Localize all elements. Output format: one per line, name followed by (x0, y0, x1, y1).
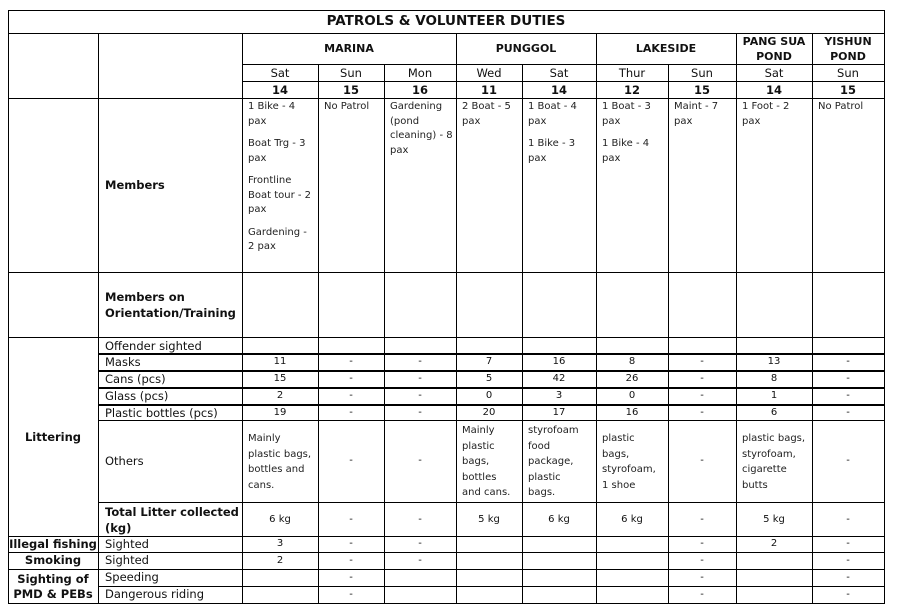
grid-line (98, 371, 885, 372)
day-label: Sun (340, 66, 362, 80)
litter-value: 2 (276, 390, 284, 401)
litter-value: 3 (555, 390, 563, 401)
members-cell (742, 100, 809, 270)
total-value: 6 kg (269, 513, 291, 525)
members-cell (818, 100, 881, 270)
members-entry: 1 Boat - 4 pax (528, 101, 577, 127)
members-label: Members (105, 178, 165, 192)
litter-value: - (418, 407, 422, 418)
grid-line (98, 502, 885, 503)
grid-line (668, 64, 669, 604)
day-label: Wed (476, 66, 502, 80)
members-entry: No Patrol (324, 101, 370, 112)
others-value: - (846, 455, 850, 466)
grid-line (318, 64, 319, 604)
sighted-value: - (349, 555, 353, 566)
litter-value: 16 (552, 356, 566, 367)
grid-line (242, 64, 885, 65)
pmd-value: - (846, 572, 850, 583)
smoking-label: Smoking (24, 553, 82, 567)
grid-line (736, 33, 737, 604)
total-litter-label: Total Litter collected (kg) (105, 504, 239, 535)
day-label: Mon (407, 66, 433, 80)
sighted-value: - (846, 555, 850, 566)
sighted-value: - (418, 538, 422, 549)
members-cell (674, 100, 733, 270)
litter-value: 8 (770, 373, 778, 384)
location-header-punggol: PUNGGOL (495, 42, 557, 55)
litter-value: - (846, 390, 850, 401)
litter-value: - (418, 390, 422, 401)
grid-line (98, 420, 885, 421)
litter-value: 13 (767, 356, 781, 367)
litter-value: 15 (273, 373, 287, 384)
litter-value: 17 (552, 407, 566, 418)
others-value: plastic bags, styrofoam, 1 shoe (602, 433, 656, 491)
border-bottom (8, 603, 885, 604)
total-value: - (700, 513, 704, 525)
litter-value: 0 (485, 390, 493, 401)
members-entry: Frontline Boat tour - 2 pax (248, 175, 312, 215)
litter-value: 8 (628, 356, 636, 367)
members-cell (528, 100, 593, 270)
grid-line (8, 552, 885, 553)
total-value: 6 kg (621, 513, 643, 525)
litter-value: - (700, 373, 704, 384)
litter-value: 11 (273, 356, 287, 367)
date-label: 14 (271, 83, 288, 97)
litter-value: - (700, 407, 704, 418)
members-cell (248, 100, 315, 270)
grid-line (8, 272, 885, 273)
grid-line (812, 33, 813, 604)
sighted-value: - (700, 538, 704, 549)
date-label: 15 (693, 83, 710, 97)
date-label: 12 (623, 83, 640, 97)
pmd-row-label: Speeding (105, 570, 159, 584)
litter-value: 19 (273, 407, 287, 418)
members-cell (390, 100, 453, 270)
grid-line (8, 337, 885, 338)
sighted-value: 2 (276, 555, 284, 566)
litter-value: - (349, 407, 353, 418)
location-header-lakeside: LAKESIDE (635, 42, 697, 55)
litter-value: - (700, 356, 704, 367)
littering-label: Littering (24, 429, 82, 444)
members-entry: 1 Bike - 4 pax (602, 138, 650, 164)
others-value: Mainly plastic bags, bottles and cans. (462, 425, 511, 499)
table-title: PATROLS & VOLUNTEER DUTIES (326, 13, 566, 29)
location-header-marina: MARINA (324, 42, 374, 55)
location-header-yishun-pond: YISHUN POND (824, 35, 872, 63)
others-value: - (418, 455, 422, 466)
pmd-value: - (349, 589, 353, 600)
litter-value: 7 (485, 356, 493, 367)
total-value: 5 kg (478, 513, 500, 525)
border-top (8, 10, 885, 11)
litter-row-label: Cans (pcs) (105, 372, 166, 386)
members-cell (462, 100, 519, 270)
date-label: 15 (839, 83, 856, 97)
grid-line (596, 33, 597, 604)
litter-value: 20 (482, 407, 496, 418)
litter-value: - (418, 373, 422, 384)
grid-line (8, 98, 885, 99)
pmd-value: - (700, 572, 704, 583)
litter-value: 42 (552, 373, 566, 384)
pmd-value: - (700, 589, 704, 600)
others-value: - (700, 455, 704, 466)
litter-row-label: Plastic bottles (pcs) (105, 406, 218, 420)
grid-line (8, 33, 885, 34)
litter-row-label: Glass (pcs) (105, 389, 169, 403)
sighted-value: - (700, 555, 704, 566)
location-header-pang-sua-pond: PANG SUA POND (742, 35, 806, 63)
members-entry: 1 Bike - 3 pax (528, 138, 576, 164)
litter-value: 26 (625, 373, 639, 384)
day-label: Sat (270, 66, 290, 80)
members-entry: Gardening - 2 pax (248, 226, 307, 252)
date-label: 15 (342, 83, 359, 97)
members-entry: Boat Trg - 3 pax (248, 138, 306, 164)
others-value: - (349, 455, 353, 466)
litter-value: - (418, 356, 422, 367)
grid-line (384, 64, 385, 604)
grid-line (456, 33, 457, 604)
grid-line (98, 405, 885, 406)
total-value: - (846, 513, 850, 525)
grid-line (8, 536, 885, 537)
total-value: - (418, 513, 422, 525)
grid-line (8, 569, 885, 570)
sighted-value: 3 (276, 538, 284, 549)
total-value: - (349, 513, 353, 525)
others-value: styrofoam food package, plastic bags. (528, 425, 579, 499)
grid-line (242, 81, 885, 82)
day-label: Sun (837, 66, 859, 80)
day-label: Sun (691, 66, 713, 80)
litter-value: 16 (625, 407, 639, 418)
litter-value: - (700, 390, 704, 401)
litter-value: 5 (485, 373, 493, 384)
smoking-sighted-label: Sighted (105, 553, 149, 567)
sighted-value: - (349, 538, 353, 549)
date-label: 14 (765, 83, 782, 97)
litter-value: 0 (628, 390, 636, 401)
grid-line (98, 586, 885, 587)
pmd-value: - (846, 589, 850, 600)
illegal-fishing-label: Illegal fishing (9, 537, 97, 551)
date-label: 11 (480, 83, 497, 97)
border-right (884, 10, 885, 604)
others-value: plastic bags, styrofoam, cigarette butts (742, 433, 806, 491)
litter-value: - (846, 373, 850, 384)
illegal-fishing-sighted-label: Sighted (105, 537, 149, 551)
date-label: 14 (550, 83, 567, 97)
litter-value: - (846, 407, 850, 418)
pmd-label: Sighting of PMD & PEBs (13, 571, 93, 601)
members-entry: Gardening (pond cleaning) - 8 pax (390, 101, 453, 156)
litter-value: - (846, 356, 850, 367)
border-left (8, 10, 9, 604)
members-entry: 1 Bike - 4 pax (248, 101, 296, 127)
sighted-value: 2 (770, 538, 778, 549)
total-value: 6 kg (548, 513, 570, 525)
day-label: Sat (764, 66, 784, 80)
grid-line (242, 33, 243, 604)
litter-value: 1 (770, 390, 778, 401)
members-entry: 1 Foot - 2 pax (742, 101, 790, 127)
day-label: Thur (618, 66, 646, 80)
sighted-value: - (846, 538, 850, 549)
others-label: Others (105, 454, 144, 468)
members-cell (324, 100, 381, 270)
grid-line (98, 354, 885, 355)
litter-value: 6 (770, 407, 778, 418)
date-label: 16 (411, 83, 428, 97)
litter-value: - (349, 356, 353, 367)
litter-value: - (349, 373, 353, 384)
sighted-value: - (418, 555, 422, 566)
members-cell (602, 100, 665, 270)
litter-row-label: Offender sighted (105, 339, 202, 353)
others-value: Mainly plastic bags, bottles and cans. (248, 433, 312, 491)
members-entry: No Patrol (818, 101, 864, 112)
day-label: Sat (549, 66, 569, 80)
grid-line (98, 33, 99, 604)
pmd-value: - (349, 572, 353, 583)
pmd-row-label: Dangerous riding (105, 587, 205, 601)
members-entry: 2 Boat - 5 pax (462, 101, 511, 127)
grid-line (98, 388, 885, 389)
members-entry: Maint - 7 pax (674, 101, 719, 127)
litter-row-label: Masks (105, 355, 141, 369)
members-entry: 1 Boat - 3 pax (602, 101, 651, 127)
total-value: 5 kg (763, 513, 785, 525)
litter-value: - (349, 390, 353, 401)
orientation-label: Members on Orientation/Training (105, 289, 236, 320)
grid-line (522, 64, 523, 604)
